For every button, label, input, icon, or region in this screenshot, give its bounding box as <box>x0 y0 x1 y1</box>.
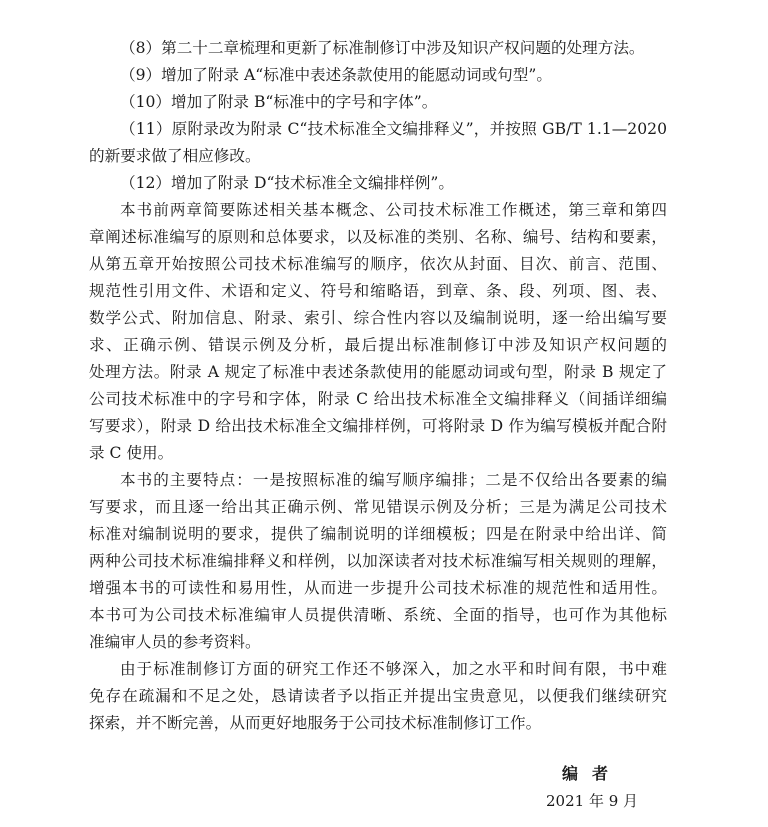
text-line: （8）第二十二章梳理和更新了标准制修订中涉及知识产权问题的处理方法。 <box>120 39 645 57</box>
text-line: （12）增加了附录 D“技术标准全文编排样例”。 <box>120 174 454 192</box>
text-line: 本书可为公司技术标准编审人员提供清晰、系统、全面的指导，也可作为其他标 <box>89 606 667 624</box>
text-line: 标准对编制说明的要求，提供了编制说明的详细模板；四是在附录中给出详、简 <box>89 525 667 543</box>
text-line: 免存在疏漏和不足之处，恳请读者予以指正并提出宝贵意见，以便我们继续研究 <box>89 687 667 705</box>
text-line: 由于标准制修订方面的研究工作还不够深入，加之水平和时间有限，书中难 <box>120 660 667 678</box>
text-line: 公司技术标准中的字号和字体，附录 C 给出技术标准全文编排释义（间插详细编 <box>89 390 667 408</box>
text-line: 写要求），附录 D 给出技术标准全文编排样例，可将附录 D 作为编写模板并配合附 <box>89 417 667 435</box>
text-line: 本书的主要特点：一是按照标准的编写顺序编排；二是不仅给出各要素的编 <box>120 471 667 489</box>
text-line: 章阐述标准编写的原则和总体要求，以及标准的类别、名称、编号、结构和要素， <box>89 228 667 246</box>
text-line: 处理方法。附录 A 规定了标准中表述条款使用的能愿动词或句型，附录 B 规定了 <box>89 363 667 381</box>
text-line: 增强本书的可读性和易用性，从而进一步提升公司技术标准的规范性和适用性。 <box>89 579 667 597</box>
text-line: 从第五章开始按照公司技术标准编写的顺序，依次从封面、目次、前言、范围、 <box>89 255 667 273</box>
text-line: 数学公式、附加信息、附录、索引、综合性内容以及编制说明，逐一给出编写要 <box>89 309 667 327</box>
text-line: 规范性引用文件、术语和定义、符号和缩略语，到章、条、段、列项、图、表、 <box>89 282 667 300</box>
text-line: 探索，并不断完善，从而更好地服务于公司技术标准制修订工作。 <box>89 714 542 732</box>
text-line: （9）增加了附录 A“标准中表述条款使用的能愿动词或句型”。 <box>120 66 552 84</box>
author-signature: 编者 <box>562 764 623 783</box>
text-line: （11）原附录改为附录 C“技术标准全文编排释义”，并按照 GB/T 1.1—2020 <box>120 120 667 138</box>
text-line: （10）增加了附录 B“标准中的字号和字体”。 <box>120 93 438 111</box>
text-line: 本书前两章简要陈述相关基本概念、公司技术标准工作概述，第三章和第四 <box>120 201 667 219</box>
text-line: 准编审人员的参考资料。 <box>89 633 261 651</box>
signature-date: 2021 年 9 月 <box>546 792 639 810</box>
text-line: 两种公司技术标准编排释义和样例，以加深读者对技术标准编写相关规则的理解， <box>89 552 667 570</box>
text-line: 的新要求做了相应修改。 <box>89 147 261 165</box>
text-line: 写要求，而且逐一给出其正确示例、常见错误示例及分析；三是为满足公司技术 <box>89 498 667 516</box>
text-line: 求、正确示例、错误示例及分析，最后提出标准制修订中涉及知识产权问题的 <box>89 336 667 354</box>
text-line: 录 C 使用。 <box>89 444 174 462</box>
